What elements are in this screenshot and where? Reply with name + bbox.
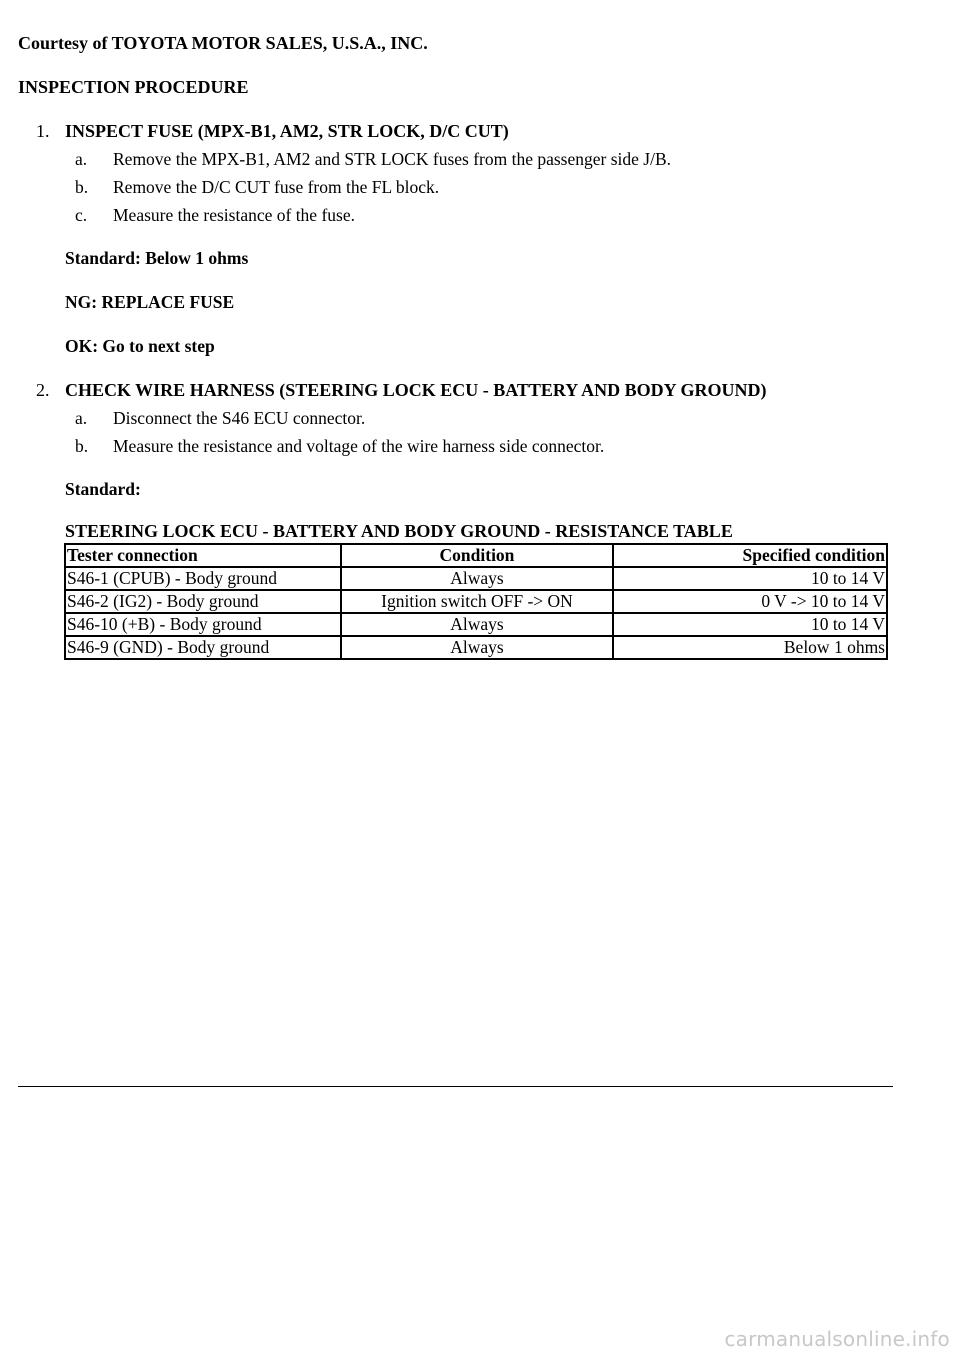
cell-tester-connection: S46-10 (+B) - Body ground: [65, 613, 341, 636]
table-header-row: [65, 544, 887, 567]
step-number: 2.: [36, 380, 50, 400]
cell-specified-condition: 10 to 14 V: [613, 613, 887, 636]
substep-letter: a.: [75, 408, 88, 428]
substep-text: Remove the D/C CUT fuse from the FL block.: [113, 177, 440, 197]
substep-text: Measure the resistance and voltage of the wire harness side connector.: [113, 436, 605, 456]
standard-note: Standard:: [65, 479, 141, 499]
cell-specified-condition: Below 1 ohms: [613, 636, 887, 659]
cell-tester-connection: S46-9 (GND) - Body ground: [65, 636, 341, 659]
substep-letter: c.: [75, 205, 88, 225]
cell-condition: Always: [341, 613, 613, 636]
table-caption: STEERING LOCK ECU - BATTERY AND BODY GROUND - RESISTANCE TABLE: [65, 521, 733, 541]
substep-text: Disconnect the S46 ECU connector.: [113, 408, 366, 428]
table-row: [65, 567, 887, 590]
table-row: [65, 636, 887, 659]
step-title: INSPECT FUSE (MPX-B1, AM2, STR LOCK, D/C CUT): [65, 121, 509, 141]
step-title: CHECK WIRE HARNESS (STEERING LOCK ECU - BATTERY AND BODY GROUND): [65, 380, 767, 400]
substep-letter: a.: [75, 149, 88, 169]
cell-condition: Always: [341, 567, 613, 590]
procedure-title: INSPECTION PROCEDURE: [18, 77, 249, 97]
cell-tester-connection: S46-2 (IG2) - Body ground: [65, 590, 341, 613]
substep-text: Remove the MPX-B1, AM2 and STR LOCK fuses from the passenger side J/B.: [113, 149, 672, 169]
header-specified-condition: Specified condition: [613, 544, 887, 567]
cell-condition: Ignition switch OFF -> ON: [341, 590, 613, 613]
table-row: [65, 590, 887, 613]
substep-letter: b.: [75, 436, 89, 456]
table-row: [65, 613, 887, 636]
header-condition: Condition: [341, 544, 613, 567]
resistance-table: [64, 543, 888, 660]
cell-specified-condition: 10 to 14 V: [613, 567, 887, 590]
footer-divider: [18, 1086, 893, 1087]
ok-note: OK: Go to next step: [65, 336, 215, 356]
substep-text: Measure the resistance of the fuse.: [113, 205, 355, 225]
cell-condition: Always: [341, 636, 613, 659]
courtesy-line: Courtesy of TOYOTA MOTOR SALES, U.S.A., INC.: [18, 33, 428, 53]
header-tester-connection: Tester connection: [65, 544, 341, 567]
cell-tester-connection: S46-1 (CPUB) - Body ground: [65, 567, 341, 590]
step-number: 1.: [36, 121, 50, 141]
substep-letter: b.: [75, 177, 89, 197]
cell-specified-condition: 0 V -> 10 to 14 V: [613, 590, 887, 613]
ng-note: NG: REPLACE FUSE: [65, 292, 235, 312]
watermark: carmanualsonline.info: [724, 1327, 950, 1351]
standard-note: Standard: Below 1 ohms: [65, 248, 249, 268]
